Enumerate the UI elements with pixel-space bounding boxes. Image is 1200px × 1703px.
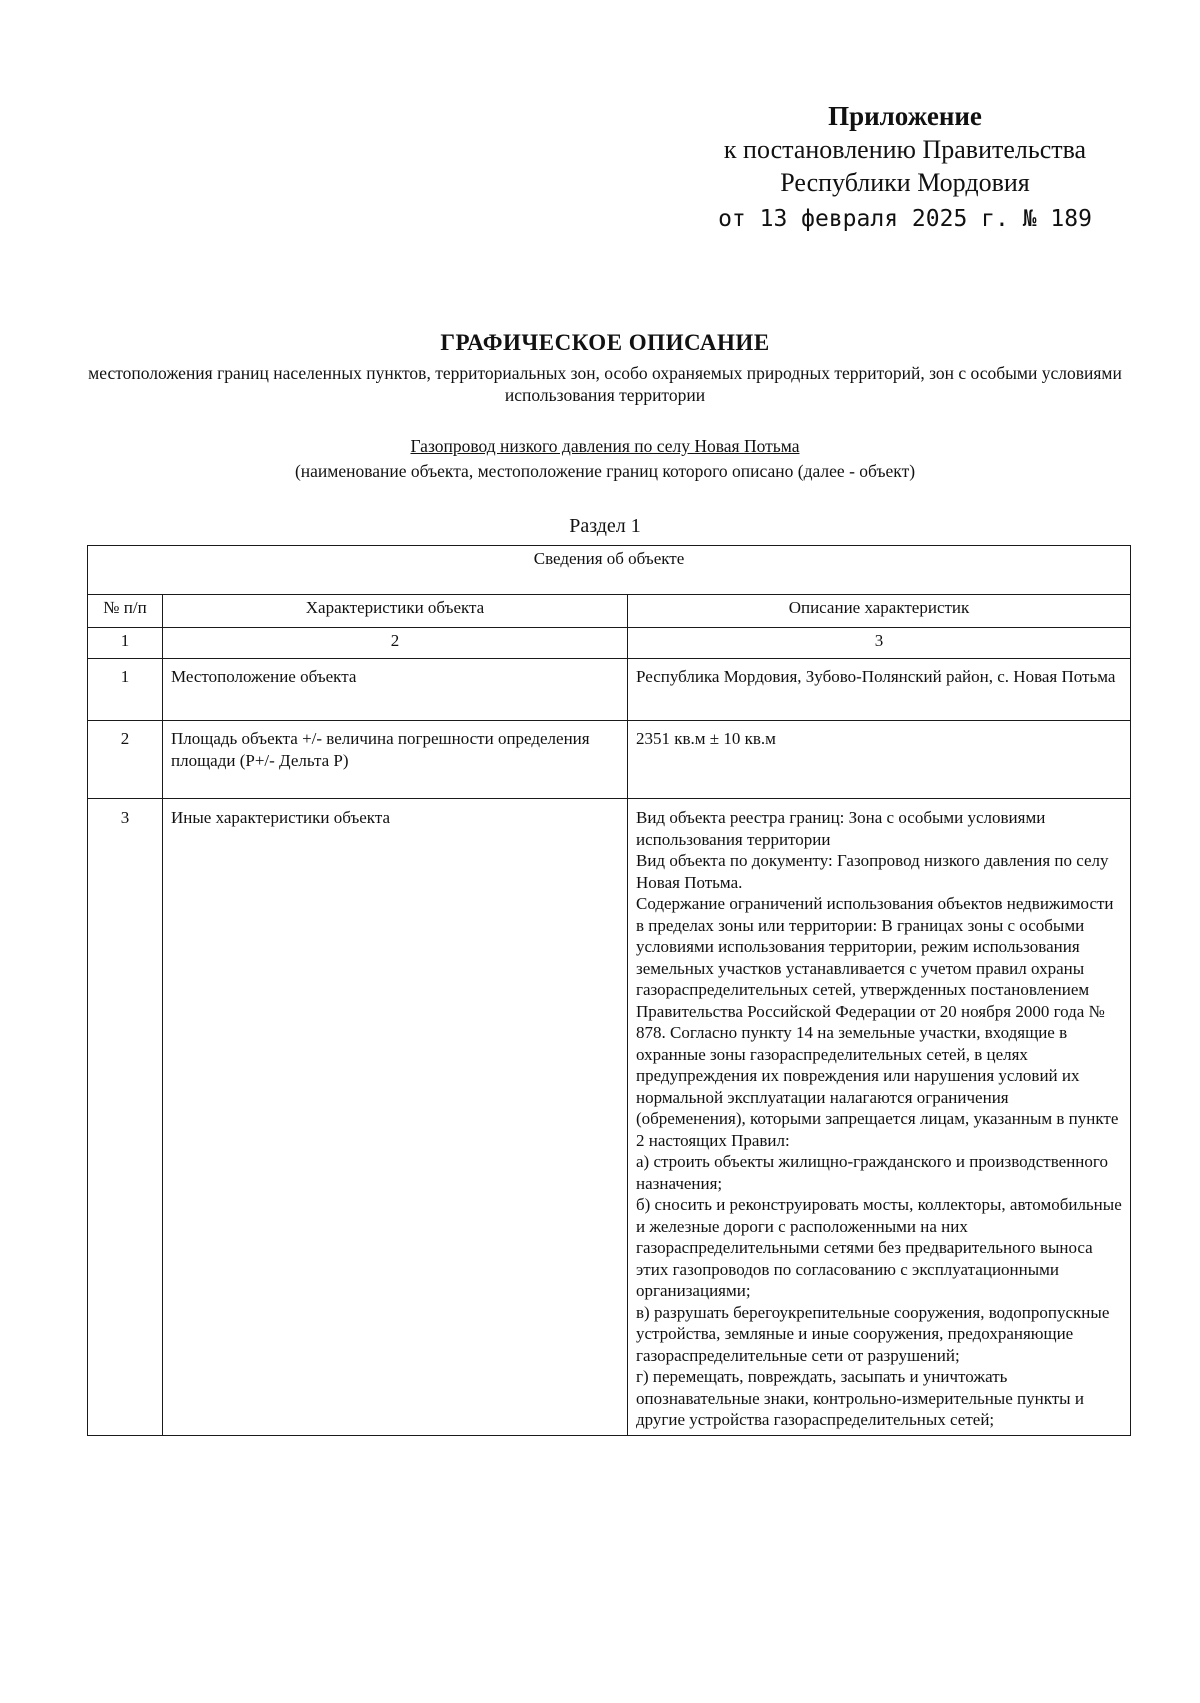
appendix-date-number: от 13 февраля 2025 г. № 189	[718, 206, 1092, 232]
column-number: 3	[628, 628, 1131, 659]
table-caption-row	[88, 546, 1131, 595]
row-number: 3	[88, 799, 163, 1436]
object-info-table	[87, 545, 1131, 1436]
row-description	[628, 799, 1131, 1436]
column-number: 2	[163, 628, 628, 659]
document-subtitle: местоположения границ населенных пунктов, территориальных зон, особо охраняемых природных территорий, зон с особыми условиями использования территории	[88, 363, 1122, 405]
header-description: Описание характеристик	[628, 595, 1131, 628]
appendix-block	[690, 100, 1120, 236]
row-number: 2	[88, 721, 163, 799]
column-number: 1	[88, 628, 163, 659]
description-line: а) строить объекты жилищно-гражданского и производственного назначения;	[636, 1152, 1108, 1193]
table-row	[88, 721, 1131, 799]
description-line: 2351 кв.м ± 10 кв.м	[636, 729, 776, 748]
description-line: в) разрушать берегоукрепительные сооружения, водопропускные устройства, земляные и иные сооружения, предохраняющие газораспределительные сети от разрушений;	[636, 1302, 1110, 1365]
appendix-line-2: Республики Мордовия	[780, 168, 1030, 197]
row-characteristic: Площадь объекта +/- величина погрешности определения площади (P+/- Дельта P)	[163, 721, 628, 799]
row-characteristic: Иные характеристики объекта	[163, 799, 628, 1436]
column-number-row	[88, 628, 1131, 659]
table-row	[88, 659, 1131, 721]
description-line: Вид объекта по документу: Газопровод низкого давления по селу Новая Потьма.	[636, 851, 1109, 892]
description-line: Вид объекта реестра границ: Зона с особыми условиями использования территории	[636, 808, 1046, 849]
appendix-line-1: к постановлению Правительства	[723, 135, 1087, 164]
table-header-row	[88, 595, 1131, 628]
appendix-title: Приложение	[828, 101, 982, 131]
description-line: б) сносить и реконструировать мосты, коллекторы, автомобильные и железные дороги с расположенными на них газораспределительными сетями без предварительного выноса этих газопроводов по согласованию с эксплуатационными организациями;	[636, 1195, 1122, 1300]
description-line: Содержание ограничений использования объектов недвижимости в пределах зоны или территории: В границах зоны с особыми условиями использования территории, режим использования земельных участков устанавливается с учетом правил охраны газораспределительных сетей, утвержденных постановлением Правительства Российской Федерации от 20 ноября 2000 года № 878. Согласно пункту 14 на земельные участки, входящие в охранные зоны газораспределительных сетей, в целях предупреждения их повреждения или нарушения условий их нормальной эксплуатации налагаются ограничения (обременения), которыми запрещается лицам, указанным в пункте 2 настоящих Правил:	[636, 894, 1119, 1150]
description-line: Республика Мордовия, Зубово-Полянский район, с. Новая Потьма	[636, 667, 1116, 686]
header-characteristic: Характеристики объекта	[163, 595, 628, 628]
document-title: ГРАФИЧЕСКОЕ ОПИСАНИЕ	[440, 330, 770, 355]
table-row	[88, 799, 1131, 1436]
object-name: Газопровод низкого давления по селу Новая Потьма	[410, 436, 800, 456]
row-description	[628, 721, 1131, 799]
table-caption: Сведения об объекте	[88, 546, 1131, 595]
row-number: 1	[88, 659, 163, 721]
object-name-caption: (наименование объекта, местоположение границ которого описано (далее - объект)	[294, 461, 916, 481]
section-title: Раздел 1	[569, 515, 641, 537]
row-characteristic: Местоположение объекта	[163, 659, 628, 721]
row-description	[628, 659, 1131, 721]
header-number: № п/п	[88, 595, 163, 628]
description-line: г) перемещать, повреждать, засыпать и уничтожать опознавательные знаки, контрольно-измерительные пункты и другие устройства газораспределительных сетей;	[636, 1367, 1084, 1429]
